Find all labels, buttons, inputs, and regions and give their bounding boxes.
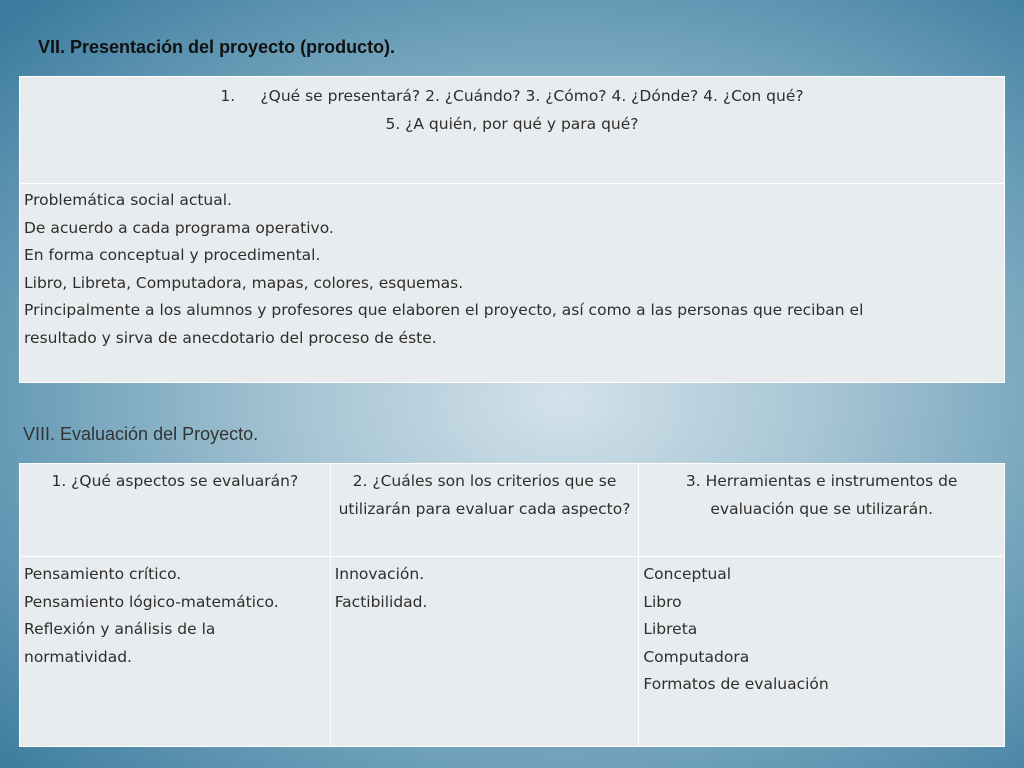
list-item: Computadora bbox=[643, 647, 750, 666]
table-row bbox=[20, 184, 1005, 383]
table-row bbox=[20, 557, 1005, 747]
answer-line: Problemática social actual. bbox=[24, 191, 232, 209]
answer-line: resultado y sirva de anecdotario del proceso de éste. bbox=[24, 328, 437, 347]
questions-text: ¿Qué se presentará? 2. ¿Cuándo? 3. ¿Cómo? 4. ¿Dónde? 4. ¿Con qué? bbox=[260, 87, 804, 105]
list-item: Innovación. bbox=[334, 565, 425, 583]
questions-cell bbox=[20, 77, 1005, 184]
header-tools: 3. Herramientas e instrumentos de evaluación que se utilizarán. bbox=[639, 464, 1005, 557]
list-item: Factibilidad. bbox=[334, 592, 428, 611]
answer-line: Principalmente a los alumnos y profesores que elaboren el proyecto, así como a las personas que reciban el bbox=[24, 301, 864, 319]
answer-line: Libro, Libreta, Computadora, mapas, colores, esquemas. bbox=[24, 273, 464, 292]
section-7-title: VII. Presentación del proyecto (producto). bbox=[38, 37, 396, 57]
list-item: Conceptual bbox=[643, 565, 732, 583]
list-item: Libreta bbox=[643, 620, 698, 638]
criteria-cell bbox=[330, 557, 639, 747]
list-item: Reflexión y análisis de la normatividad. bbox=[24, 620, 216, 666]
list-item: Pensamiento lógico-matemático. bbox=[24, 592, 279, 611]
questions-line-1 bbox=[24, 83, 1000, 111]
list-item: Pensamiento crítico. bbox=[24, 565, 182, 583]
presentation-table bbox=[19, 76, 1005, 383]
answer-line: En forma conceptual y procedimental. bbox=[24, 246, 321, 264]
tools-cell bbox=[639, 557, 1005, 747]
questions-line-2: 5. ¿A quién, por qué y para qué? bbox=[385, 114, 639, 133]
header-criteria: 2. ¿Cuáles son los criterios que se utilizarán para evaluar cada aspecto? bbox=[330, 464, 639, 557]
answers-cell bbox=[20, 184, 1005, 383]
section-8-title: VIII. Evaluación del Proyecto. bbox=[23, 424, 259, 444]
header-aspects: 1. ¿Qué aspectos se evaluarán? bbox=[20, 464, 331, 557]
aspects-cell bbox=[20, 557, 331, 747]
list-item: Libro bbox=[643, 592, 682, 611]
table-header-row bbox=[20, 464, 1005, 557]
answer-line: De acuerdo a cada programa operativo. bbox=[24, 218, 334, 237]
list-item: Formatos de evaluación bbox=[643, 675, 829, 693]
table-row bbox=[20, 77, 1005, 184]
evaluation-table bbox=[19, 463, 1005, 747]
questions-number: 1. bbox=[220, 87, 236, 105]
